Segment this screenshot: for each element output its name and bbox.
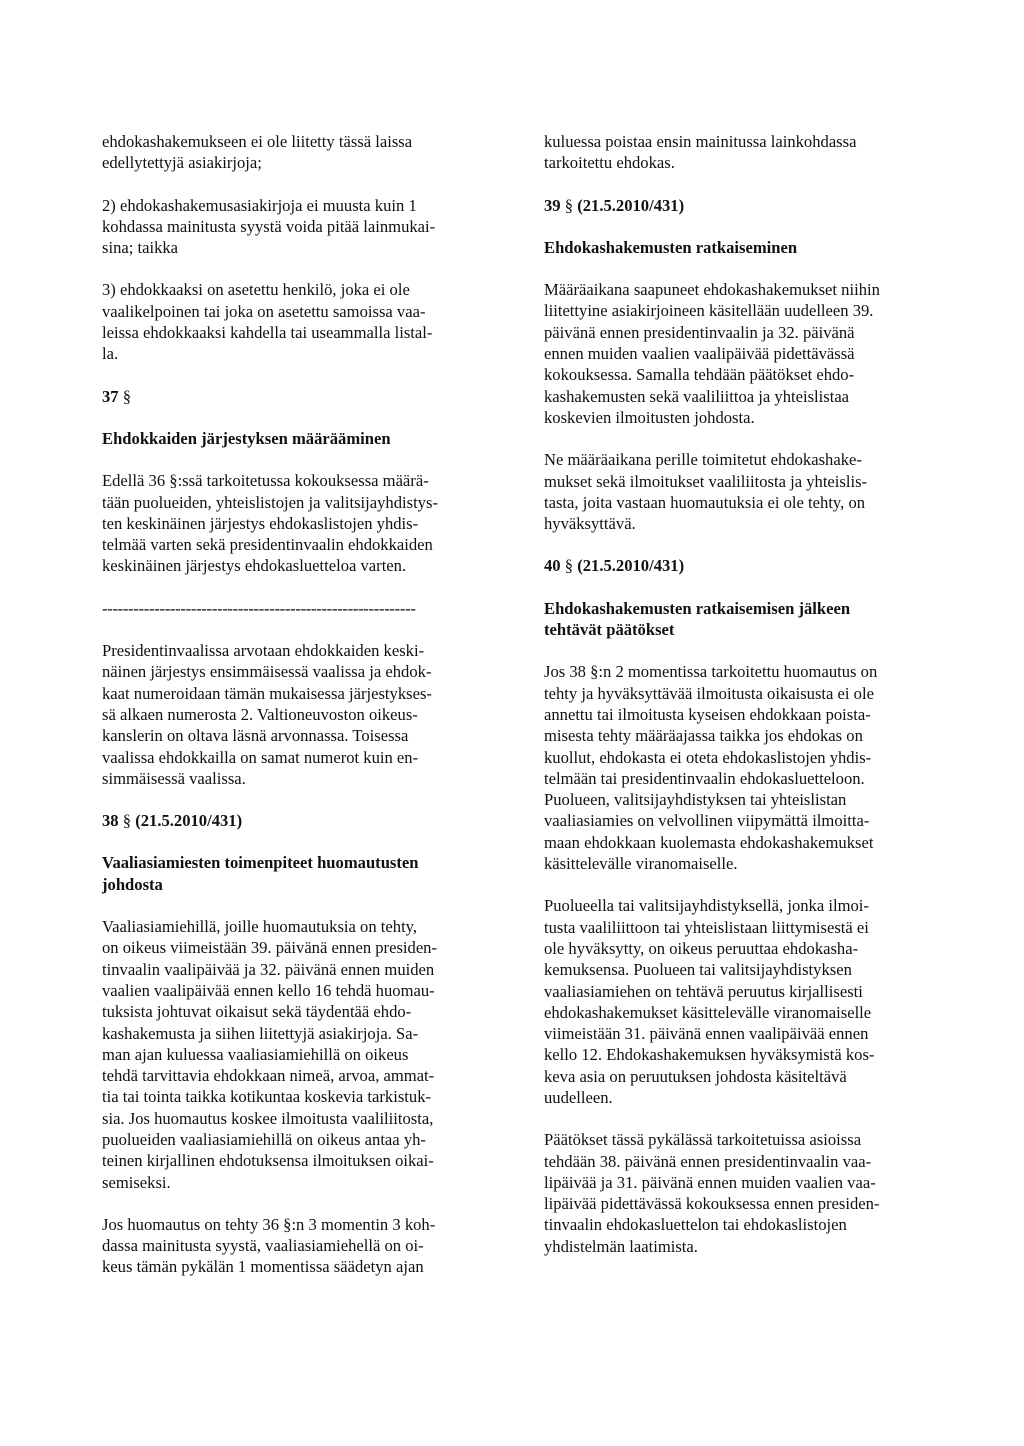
section-sign: § <box>122 811 132 831</box>
paragraph: Presidentinvaalissa arvotaan ehdokkaiden keski- näinen järjestys ensimmäisessä vaalissa ja ehdok- kaat numeroidaan tämän mukaisessa järjestykses- sä alkaen numerosta 2. Valtioneuvoston oikeus- kanslerin on oltava läsnä arvonnassa. Toisessa vaalissa ehdokkailla on samat numerot kuin en- simmäisessä vaalissa. <box>102 641 432 788</box>
section-38-number <box>102 810 490 831</box>
section-40-number <box>544 555 932 576</box>
section-40-heading: Ehdokashakemusten ratkaisemisen jälkeen tehtävät päätökset <box>544 598 851 640</box>
section-number: 39 <box>544 195 561 215</box>
section-39-heading: Ehdokashakemusten ratkaiseminen <box>544 237 798 257</box>
paragraph: Ne määräaikana perille toimitetut ehdokashake- mukset sekä ilmoitukset vaaliliitosta ja yhteislis- tasta, joita vastaan huomautuksia ei ole tehty, on hyväksyttävä. <box>544 450 868 534</box>
section-number: 40 <box>544 556 561 576</box>
section-37-number <box>102 386 490 407</box>
list-item-2: 2) ehdokashakemusasiakirjoja ei muusta kuin 1 kohdassa mainitusta syystä voida pitää lainmukai- sina; taikka <box>102 195 436 258</box>
section-37-heading: Ehdokkaiden järjestyksen määrääminen <box>102 428 391 448</box>
paragraph: Jos 38 §:n 2 momentissa tarkoitettu huomautus on tehty ja hyväksyttävää ilmoitusta oikaisusta ei ole annettu tai ilmoitusta kyseisen ehdokkaan poista- misesta tehty määräajassa taikka jos ehdokas on kuollut, ehdokasta ei oteta ehdokaslistojen yhdis- telmään tai presidentinvaalin ehdokasluetteloon. Puolueen, valitsijayhdistyksen tai yhteislistan vaaliasiamies on velvollinen viipymättä ilmoitta- maan ehdokkaan kuolemasta ehdokashakemukset käsittelevälle viranomaiselle. <box>544 662 878 874</box>
paragraph: ehdokashakemukseen ei ole liitetty tässä laissa edellytettyjä asiakirjoja; <box>102 132 413 173</box>
separator-line: ------------------------------------------------------------ <box>102 598 416 618</box>
section-sign: § <box>564 556 574 576</box>
left-column <box>102 131 490 1278</box>
amendment-ref: (21.5.2010/431) <box>135 811 243 831</box>
paragraph: kuluessa poistaa ensin mainitussa lainkohdassa tarkoitettu ehdokas. <box>544 132 857 173</box>
paragraph: Määräaikana saapuneet ehdokashakemukset niihin liitettyine asiakirjoineen käsitellään uudelleen 39. päivänä ennen presidentinvaalin ja 32. päivänä ennen muiden vaalien vaalipäivää pidettävässä kokouksessa. Samalla tehdään päätökset ehdo- kashakemusten sekä vaaliliittoa ja yhteislistaa koskevien ilmoitusten johdosta. <box>544 280 880 427</box>
paragraph: Vaaliasiamiehillä, joille huomautuksia on tehty, on oikeus viimeistään 39. päivänä ennen presiden- tinvaalin vaalipäivää ja 32. päivänä ennen muiden vaalien vaalipäivää ennen kello 16 tehdä huomau- tuksista johtuvat oikaisut sekä täydentää ehdo- kashakemusta ja siihen liitettyjä asiakirjoja. Sa- man ajan kuluessa vaaliasiamiehillä on oikeus tehdä tarvittavia ehdokkaan nimeä, arvoa, ammat- tia tai tointa taikka kotikuntaa koskevia tarkistuk- sia. Jos huomautus koskee ilmoitusta vaaliliitosta, puolueiden vaaliasiamiehillä on oikeus antaa yh- teinen kirjallinen ehdotuksensa ilmoituksen oikai- semiseksi. <box>102 917 438 1192</box>
list-item-3: 3) ehdokkaaksi on asetettu henkilö, joka ei ole vaalikelpoinen tai joka on asetettu samoissa vaa- leissa ehdokkaaksi kahdella tai useammalla listal- la. <box>102 280 433 364</box>
right-column <box>544 131 932 1257</box>
paragraph: Jos huomautus on tehty 36 §:n 3 momentin 3 koh- dassa mainitusta syystä, vaaliasiamiehellä on oi- keus tämän pykälän 1 momentissa säädetyn ajan <box>102 1214 436 1277</box>
section-sign: § <box>122 386 132 406</box>
paragraph: Puolueella tai valitsijayhdistyksellä, jonka ilmoi- tusta vaaliliittoon tai yhteislistaan liittymisestä ei ole hyväksytty, on oikeus peruuttaa ehdokasha- kemuksensa. Puolueen tai valitsijayhdistyksen vaaliasiamiehen on tehtävä peruutus kirjallisesti ehdokashakemukset käsittelevälle viranomaiselle viimeistään 31. päivänä ennen vaalipäivää ennen kello 12. Ehdokashakemuksen hyväksymistä kos- keva asia on peruutuksen johdosta käsiteltävä uudelleen. <box>544 896 875 1107</box>
section-sign: § <box>564 195 574 215</box>
section-number: 37 <box>102 386 119 406</box>
paragraph: Päätökset tässä pykälässä tarkoitetuissa asioissa tehdään 38. päivänä ennen presidentinvaalin vaa- lipäivää ja 31. päivänä ennen muiden vaalien vaa- lipäivää pidettävässä kokouksessa ennen presiden- tinvaalin ehdokasluettelon tai ehdokaslistojen yhdistelmän laatimista. <box>544 1130 880 1256</box>
amendment-ref: (21.5.2010/431) <box>577 556 685 576</box>
section-38-heading: Vaaliasiamiesten toimenpiteet huomautusten johdosta <box>102 853 419 894</box>
paragraph: Edellä 36 §:ssä tarkoitetussa kokouksessa määrä- tään puolueiden, yhteislistojen ja valitsijayhdistys- ten keskinäinen järjestys ehdokaslistojen yhdis- telmää varten sekä presidentinvaalin ehdokkaiden keskinäinen järjestys ehdokasluetteloa varten. <box>102 471 438 576</box>
amendment-ref: (21.5.2010/431) <box>577 195 685 215</box>
section-39-number <box>544 195 932 216</box>
section-number: 38 <box>102 811 119 831</box>
